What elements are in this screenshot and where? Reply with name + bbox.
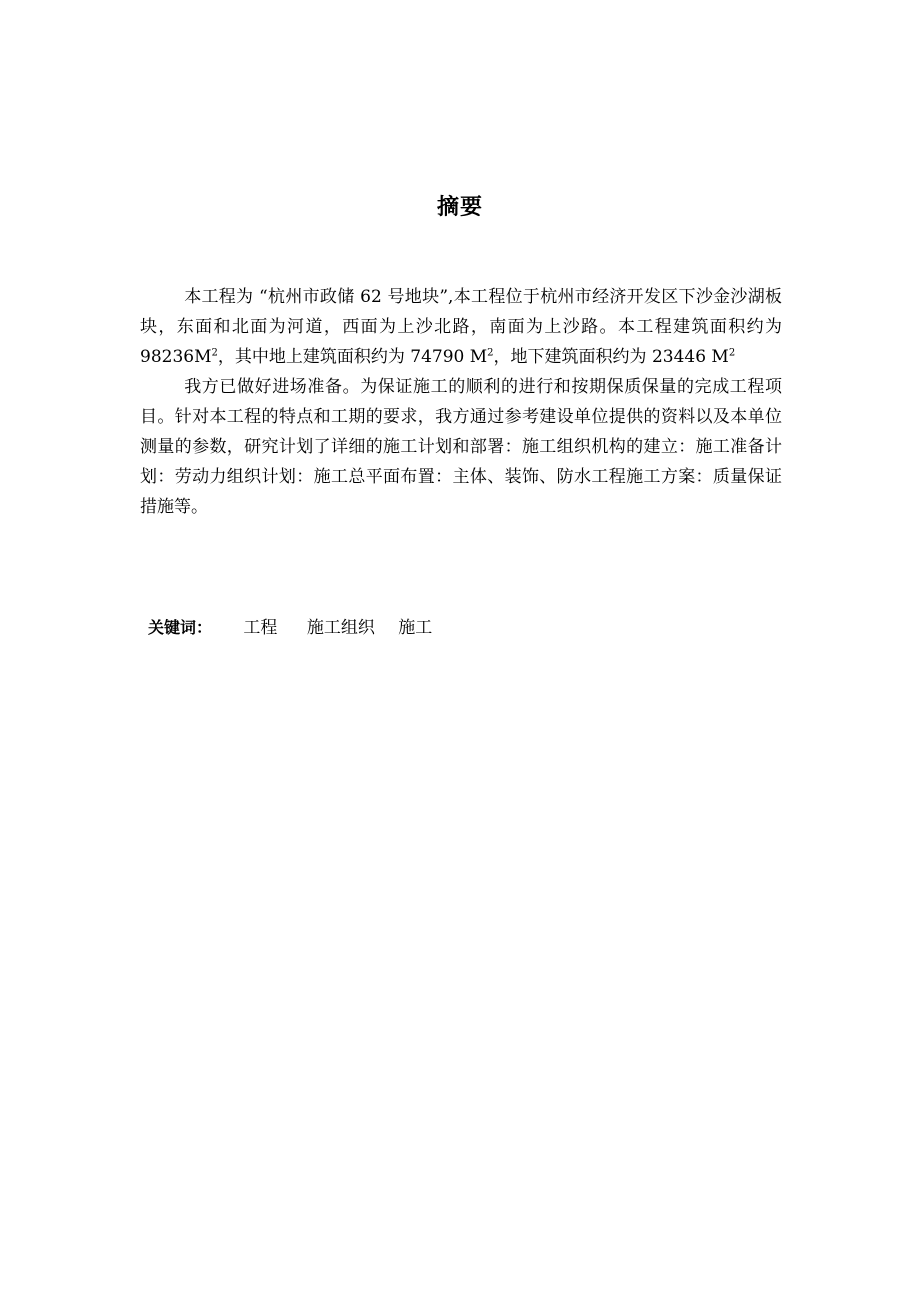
abstract-paragraph-2: 我方已做好进场准备。为保证施工的顺利的进行和按期保质保量的完成工程项目。针对本工程的特点和工期的要求，我方通过参考建设单位提供的资料以及本单位测量的参数，研究计划了详细的施工计划和部署：施工组织机构的建立：施工准备计划：劳动力组织计划：施工总平面布置：主体、装饰、防水工程施工方案：质量保证措施等。: [140, 377, 782, 517]
keyword-item: 工程: [243, 618, 278, 638]
paragraph-1-text-b: ，其中地上建筑面积约为 74790 M: [217, 347, 488, 367]
paragraph-1-text-a: 本工程为 “杭州市政储 62 号地块”,本工程位于杭州市经济开发区下沙金沙湖板块，东面和北面为河道，西面为上沙北路，南面为上沙路。本工程建筑面积约为 98236M: [140, 287, 782, 367]
paragraph-1-text-c: ，地下建筑面积约为 23446 M: [493, 347, 729, 367]
keywords-line: [148, 614, 456, 642]
keywords-label: 关键词：: [148, 618, 213, 637]
keyword-item: 施工: [398, 618, 433, 638]
abstract-body: [140, 282, 782, 522]
superscript-squared: 2: [728, 347, 736, 359]
abstract-title: 摘要: [436, 195, 483, 220]
keyword-item: 施工组织: [306, 618, 375, 638]
abstract-paragraph-1: [140, 282, 782, 372]
superscript-squared: 2: [487, 347, 494, 359]
superscript-squared: 2: [211, 347, 218, 359]
